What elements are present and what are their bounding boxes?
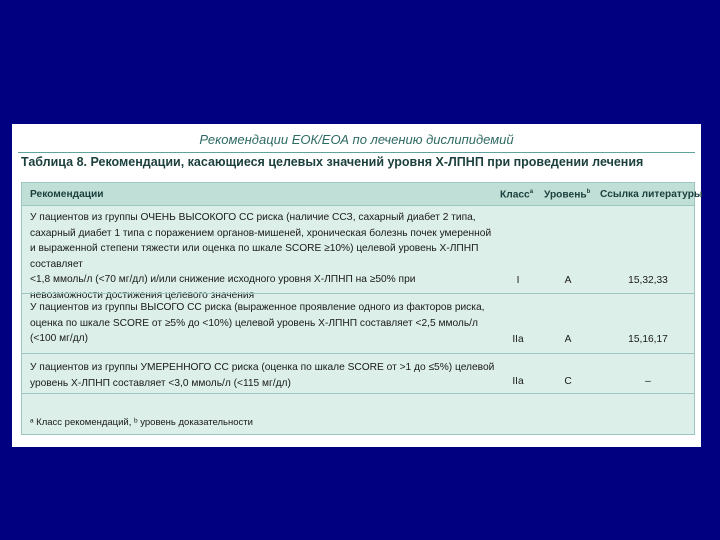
footnote-divider [22, 393, 694, 394]
slide-panel [12, 124, 701, 447]
slide-header: Рекомендации ЕОК/ЕОА по лечению дислипидемий [199, 132, 514, 147]
reference-cell: 15,32,33 [628, 275, 668, 286]
table-caption: Таблица 8. Рекомендации, касающиеся целевых значений уровня Х-ЛПНП при проведении лечения [21, 155, 644, 169]
class-cell: IIa [512, 334, 524, 345]
table-footnote: ᵃ Класс рекомендаций, ᵇ уровень доказательности [30, 417, 253, 428]
recommendation-text: У пациентов из группы УМЕРЕННОГО СС риска (оценка по шкале SCORE от >1 до ≤5%) целевой уровень Х-ЛПНП составляет <3,0 ммоль/л (<115 мг/дл) [30, 362, 495, 389]
reference-cell: – [645, 376, 651, 387]
class-cell: IIa [512, 376, 524, 387]
table-row [22, 293, 694, 354]
reference-cell: 15,16,17 [628, 334, 668, 345]
table-row [22, 353, 694, 394]
col-header-class: Класс$^a$ [500, 189, 534, 201]
header-divider [18, 152, 695, 153]
table-row [22, 205, 694, 301]
recommendation-text: У пациентов из группы ОЧЕНЬ ВЫСОКОГО СС риска (наличие ССЗ, сахарный диабет 2 типа, сахарный диабет 1 типа с поражением органов-мишеней, хроническая болезнь почек умеренной и выраженной степени тяжести или оценка по шкале SCORE ≥10%) целевой уровень Х-ЛПНП составляет <1,8 ммоль/л (<70 мг/дл) и/или снижение исходного уровня Х-ЛПНП на ≥50% при невозможности достижения целевого значения [30, 212, 492, 301]
recommendations-table [21, 182, 703, 435]
class-cell: I [516, 275, 520, 286]
col-header-recommendations: Рекомендации [30, 189, 104, 200]
col-header-level: Уровень$^b$ [544, 189, 591, 201]
level-cell: A [564, 275, 572, 286]
level-cell: A [564, 334, 572, 345]
col-header-reference: Ссылка литературы [600, 189, 703, 200]
recommendation-text: У пациентов из группы ВЫСОГО СС риска (выраженное проявление одного из факторов риска, оценка по шкале SCORE от ≥5% до <10%) целевой уровень Х-ЛПНП составляет <2,5 ммоль/л (<100 мг/дл) [30, 302, 485, 345]
level-cell: C [564, 376, 572, 387]
table-header-row [22, 183, 703, 205]
